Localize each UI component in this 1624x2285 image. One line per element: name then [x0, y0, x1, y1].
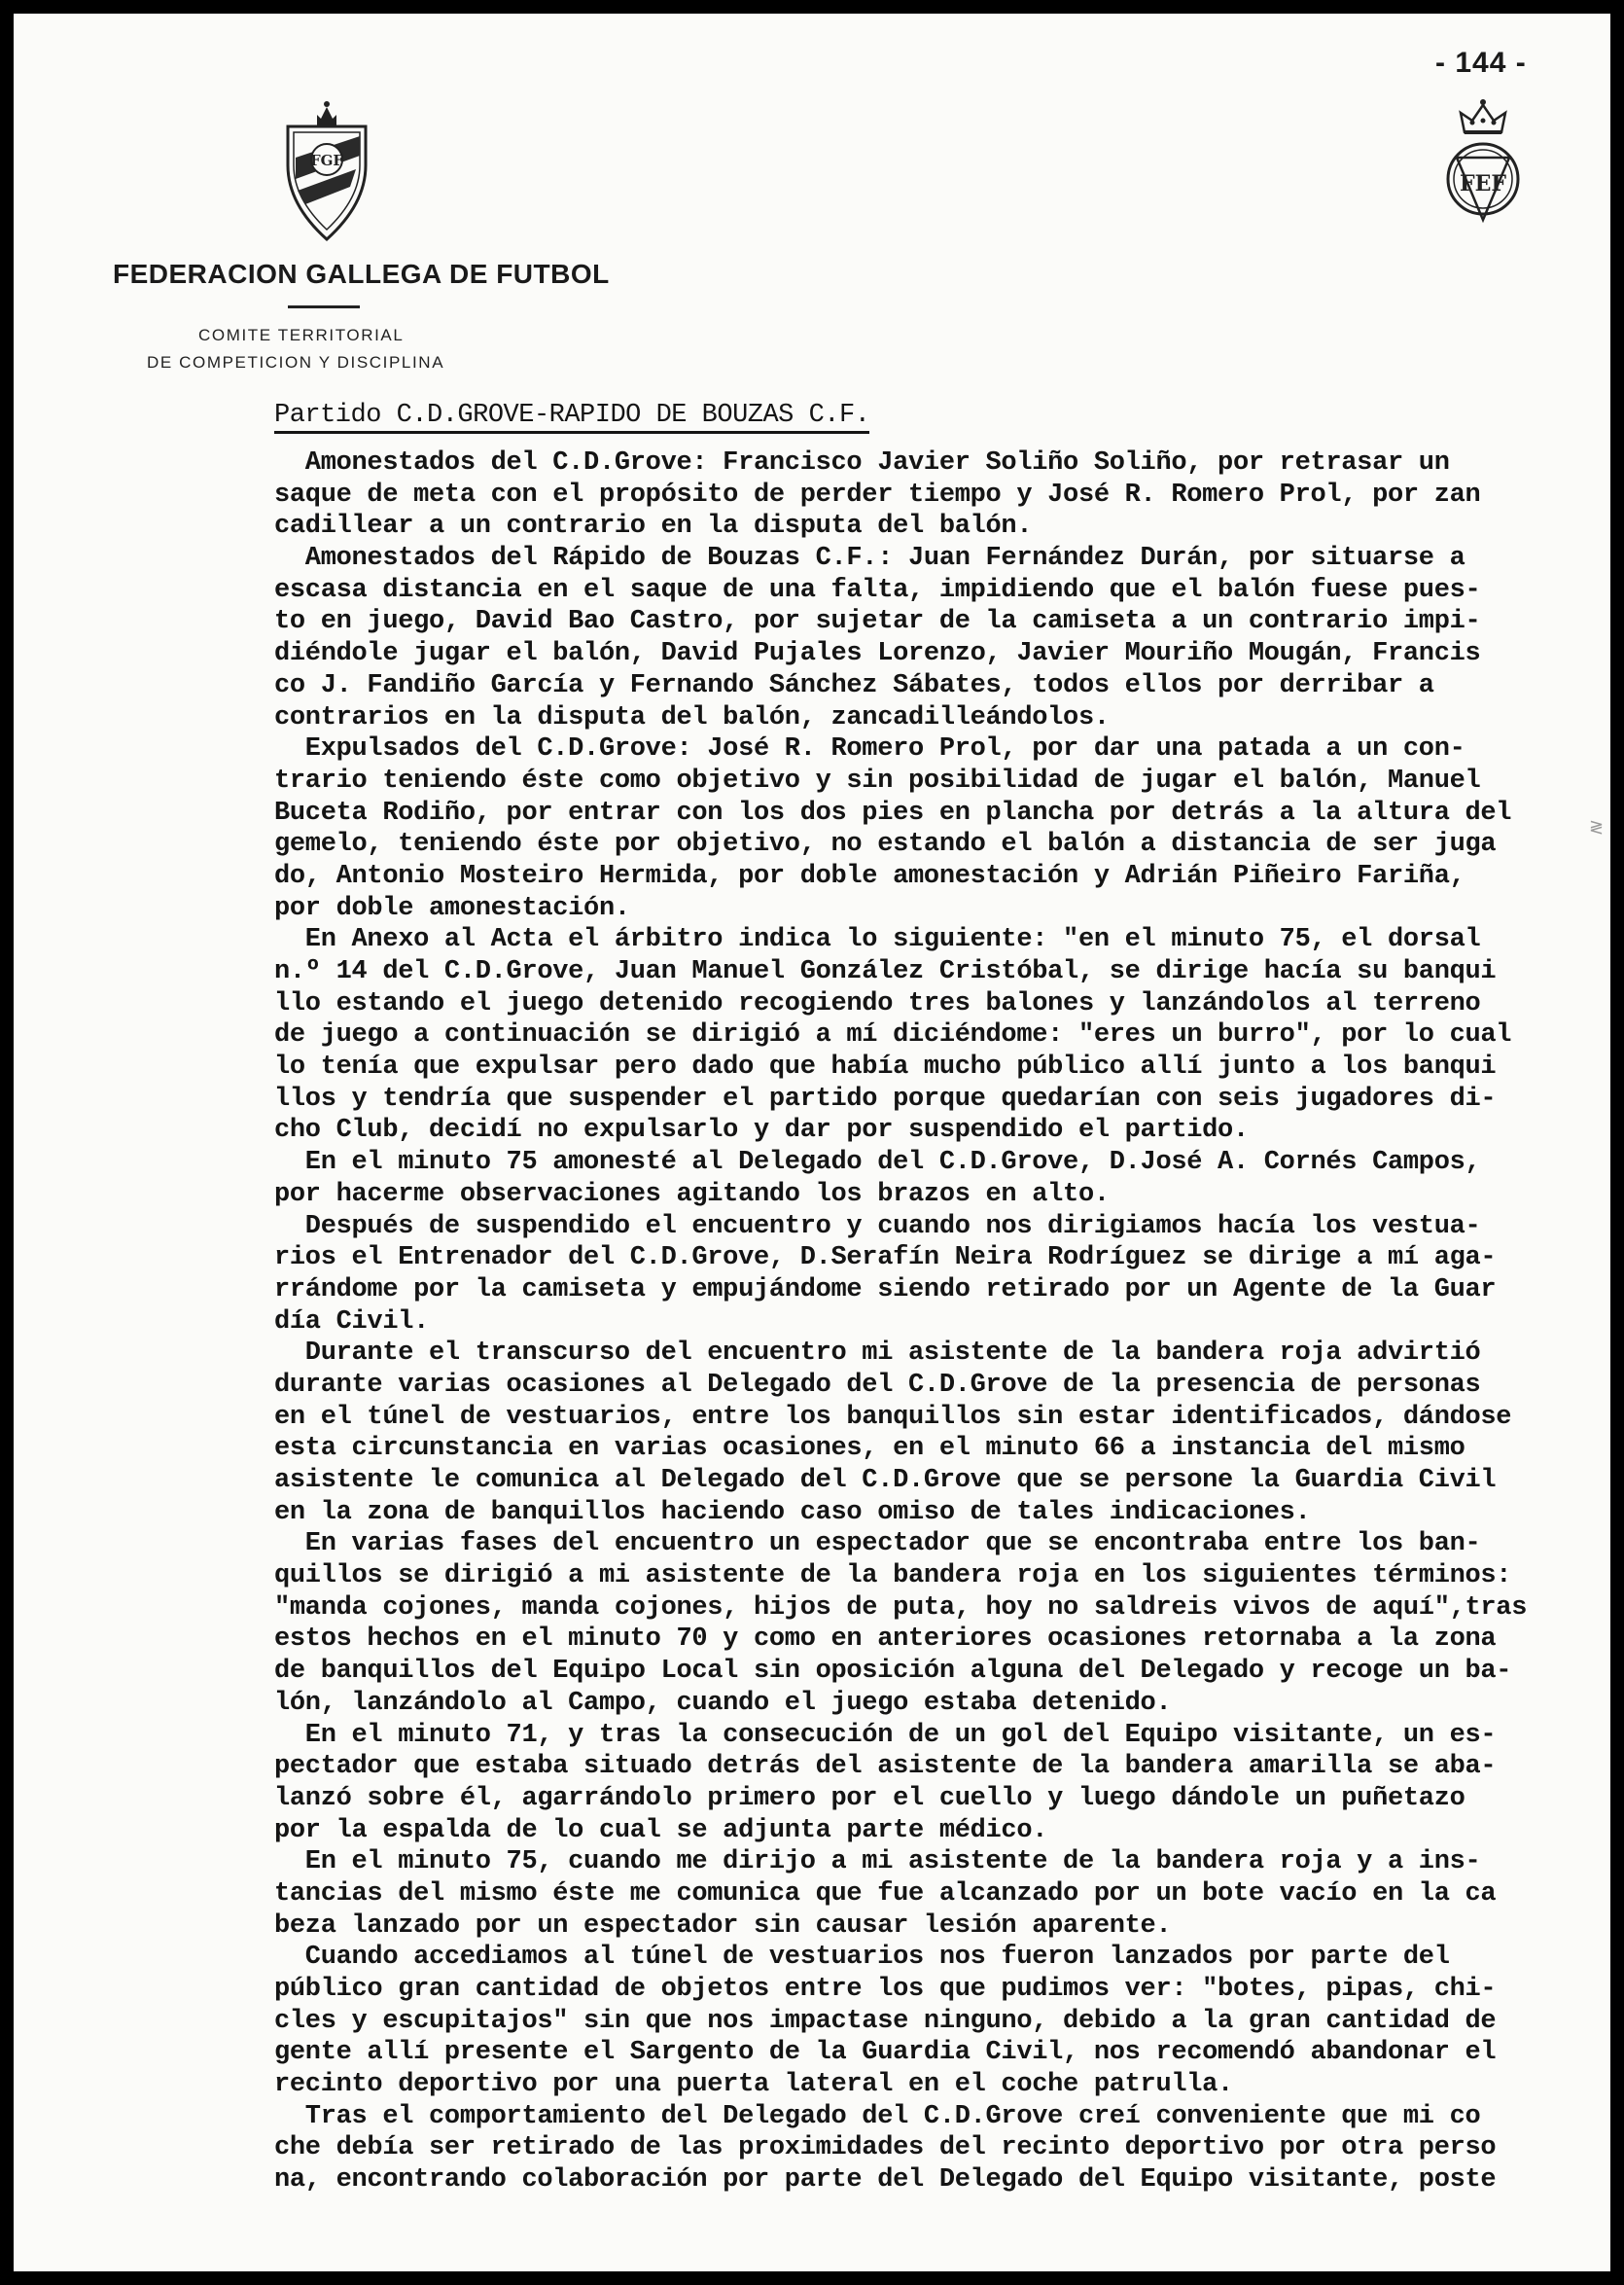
body-line: gente allí presente el Sargento de la Guardia Civil, nos recomendó abandonar el — [274, 2038, 1497, 2068]
body-line: do, Antonio Mosteiro Hermida, por doble amonestación y Adrián Piñeiro Fariña, — [274, 861, 1465, 891]
federacion-gallega-shield-icon — [282, 97, 371, 243]
body-line: pectador que estaba situado detrás del asistente de la bandera amarilla se aba- — [274, 1752, 1497, 1782]
body-line: Cuando accediamos al túnel de vestuarios nos fueron lanzados por parte del — [274, 1943, 1450, 1973]
body-line: Tras el comportamiento del Delegado del C.D.Grove creí conveniente que mi co — [274, 2101, 1481, 2131]
body-line: asistente le comunica al Delegado del C.D.Grove que se persone la Guardia Civil — [274, 1466, 1497, 1495]
body-line: día Civil. — [274, 1306, 430, 1337]
body-line: En varias fases del encuentro un espectador que se encontraba entre los ban- — [274, 1529, 1481, 1559]
body-line: lanzó sobre él, agarrándolo primero por el cuello y luego dándole un puñetazo — [274, 1783, 1465, 1813]
document-page — [14, 14, 1610, 2271]
body-line: por la espalda de lo cual se adjunta parte médico. — [274, 1815, 1048, 1845]
match-title: Partido C.D.GROVE-RAPIDO DE BOUZAS C.F. — [274, 401, 869, 434]
body-line: de juego a continuación se dirigió a mí diciéndome: "eres un burro", por lo cual — [274, 1020, 1512, 1051]
body-line: en el túnel de vestuarios, entre los banquillos sin estar identificados, dándose — [274, 1402, 1512, 1432]
body-line: beza lanzado por un espectador sin causar lesión aparente. — [274, 1910, 1172, 1941]
body-line: Amonestados del C.D.Grove: Francisco Javier Soliño Soliño, por retrasar un — [274, 448, 1450, 478]
committee-name-line2: DE COMPETICION Y DISCIPLINA — [147, 353, 445, 372]
body-line: Buceta Rodiño, por entrar con los dos pies en plancha por detrás a la altura del — [274, 798, 1512, 828]
body-line: quillos se dirigió a mi asistente de la bandera roja en los siguientes términos: — [274, 1561, 1512, 1591]
body-line: En el minuto 71, y tras la consecución de un gol del Equipo visitante, un es- — [274, 1720, 1497, 1750]
body-line: cles y escupitajos" sin que nos impactase ninguno, debido a la gran cantidad de — [274, 2006, 1497, 2036]
body-line: tancias del mismo éste me comunica que fue alcanzado por un bote vacío en la ca — [274, 1878, 1497, 1909]
page-number: - 144 - — [1435, 47, 1527, 79]
body-line: co J. Fandiño García y Fernando Sánchez Sábates, todos ellos por derribar a — [274, 670, 1434, 700]
body-line: gemelo, teniendo éste por objetivo, no estando el balón a distancia de ser juga — [274, 830, 1497, 860]
body-line: diéndole jugar el balón, David Pujales Lorenzo, Javier Mouriño Mougán, Francis — [274, 639, 1481, 669]
body-line: En el minuto 75, cuando me dirijo a mi asistente de la bandera roja y a ins- — [274, 1847, 1481, 1877]
body-line: saque de meta con el propósito de perder tiempo y José R. Romero Prol, por zan — [274, 480, 1481, 510]
body-line: cho Club, decidí no expulsarlo y dar por suspendido el partido. — [274, 1116, 1249, 1146]
body-line: llos y tendría que suspender el partido porque quedarían con seis jugadores di- — [274, 1084, 1497, 1114]
body-line: to en juego, David Bao Castro, por sujetar de la camiseta a un contrario impi- — [274, 607, 1481, 637]
body-line: lón, lanzándolo al Campo, cuando el juego estaba detenido. — [274, 1688, 1172, 1718]
body-line: llo estando el juego detenido recogiendo tres balones y lanzándolos al terreno — [274, 988, 1481, 1018]
body-line: lo tenía que expulsar pero dado que había mucho público allí junto a los banqui — [274, 1053, 1497, 1083]
letterhead-divider — [288, 305, 360, 308]
body-line: recinto deportivo por una puerta lateral en el coche patrulla. — [274, 2070, 1233, 2100]
body-line: en la zona de banquillos haciendo caso omiso de tales indicaciones. — [274, 1497, 1311, 1527]
svg-text:FEF: FEF — [1459, 171, 1507, 196]
body-line: cadillear a un contrario en la disputa del balón. — [274, 512, 1033, 542]
svg-text:FGF: FGF — [309, 152, 344, 169]
body-line: estos hechos en el minuto 70 y como en anteriores ocasiones retornaba a la zona — [274, 1624, 1497, 1655]
body-line: na, encontrando colaboración por parte del Delegado del Equipo visitante, poste — [274, 2165, 1497, 2196]
body-line: rios el Entrenador del C.D.Grove, D.Serafín Neira Rodríguez se dirige a mí aga- — [274, 1243, 1497, 1273]
body-line: Durante el transcurso del encuentro mi asistente de la bandera roja advirtió — [274, 1339, 1481, 1369]
federation-name: FEDERACION GALLEGA DE FUTBOL — [113, 259, 610, 289]
body-line: Expulsados del C.D.Grove: José R. Romero Prol, por dar una patada a un con- — [274, 734, 1465, 765]
body-line: por doble amonestación. — [274, 893, 630, 923]
body-line: contrarios en la disputa del balón, zancadilleándolos. — [274, 702, 1110, 732]
body-line: esta circunstancia en varias ocasiones, en el minuto 66 a instancia del mismo — [274, 1434, 1465, 1464]
body-line: Después de suspendido el encuentro y cuando nos dirigiamos hacía los vestua- — [274, 1211, 1481, 1241]
body-line: rrándome por la camiseta y empujándome siendo retirado por un Agente de la Guar — [274, 1274, 1497, 1304]
body-line: En el minuto 75 amonesté al Delegado del C.D.Grove, D.José A. Cornés Campos, — [274, 1148, 1481, 1178]
margin-mark: ≷ — [1589, 817, 1605, 838]
body-line: de banquillos del Equipo Local sin oposición alguna del Delegado y recoge un ba- — [274, 1657, 1512, 1687]
body-line: público gran cantidad de objetos entre los que pudimos ver: "botes, pipas, chi- — [274, 1975, 1497, 2004]
committee-name-line1: COMITE TERRITORIAL — [198, 326, 405, 344]
body-line: escasa distancia en el saque de una falta, impidiendo que el balón fuese pues- — [274, 575, 1481, 605]
document-body — [274, 447, 1597, 2196]
royal-spanish-federation-crest-icon — [1443, 93, 1523, 230]
body-line: che debía ser retirado de las proximidades del recinto deportivo por otra perso — [274, 2133, 1497, 2163]
body-line: trario teniendo éste como objetivo y sin posibilidad de jugar el balón, Manuel — [274, 766, 1481, 796]
body-line: "manda cojones, manda cojones, hijos de puta, hoy no saldreis vivos de aquí",tras — [274, 1592, 1528, 1623]
body-line: En Anexo al Acta el árbitro indica lo siguiente: "en el minuto 75, el dorsal — [274, 925, 1481, 955]
body-line: durante varias ocasiones al Delegado del C.D.Grove de la presencia de personas — [274, 1370, 1481, 1400]
body-line: por hacerme observaciones agitando los brazos en alto. — [274, 1179, 1110, 1209]
body-line: n.º 14 del C.D.Grove, Juan Manuel González Cristóbal, se dirige hacía su banqui — [274, 957, 1497, 986]
body-line: Amonestados del Rápido de Bouzas C.F.: Juan Fernández Durán, por situarse a — [274, 544, 1465, 574]
